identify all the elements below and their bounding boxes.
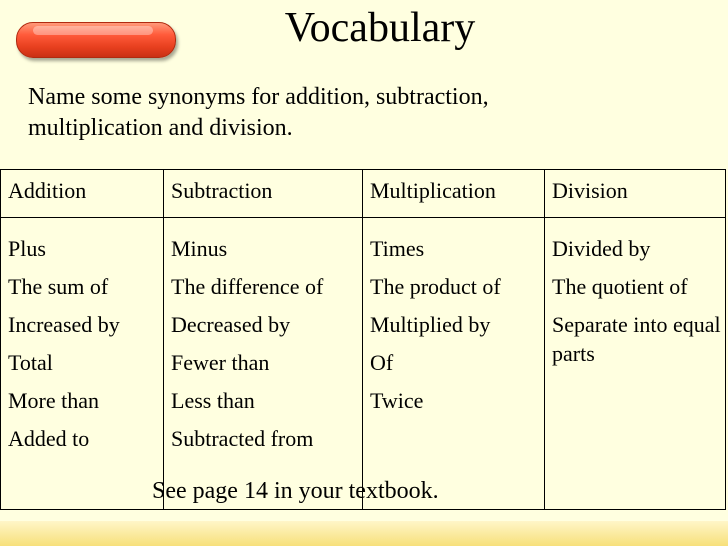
division-cell: [545, 218, 726, 510]
division-word: Divided by: [552, 236, 651, 261]
multiplication-word: The product of: [370, 274, 501, 299]
multiplication-word: Of: [370, 350, 394, 375]
table-body-row: [1, 218, 726, 510]
multiplication-word: Times: [370, 236, 425, 261]
header-division: Division: [545, 170, 726, 218]
header-subtraction: Subtraction: [164, 170, 363, 218]
textbook-note: See page 14 in your textbook.: [152, 478, 439, 504]
multiplication-cell: [363, 218, 545, 510]
prompt-text: [28, 82, 648, 144]
subtraction-word: Fewer than: [171, 350, 270, 375]
division-word: The quotient of: [552, 274, 688, 299]
addition-word: Added to: [8, 426, 90, 451]
pill-highlight: [33, 26, 153, 35]
addition-word: More than: [8, 388, 100, 413]
addition-word: Plus: [8, 236, 46, 261]
subtraction-cell: [164, 218, 363, 510]
multiplication-word: Twice: [370, 388, 424, 413]
table-header-row: [1, 170, 726, 218]
addition-word: Increased by: [8, 312, 120, 337]
header-addition: Addition: [1, 170, 164, 218]
addition-word: Total: [8, 350, 53, 375]
division-word: Separate into equal parts: [552, 312, 721, 366]
decorative-pill-shape: [16, 22, 176, 58]
addition-word: The sum of: [8, 274, 109, 299]
multiplication-word: Multiplied by: [370, 312, 491, 337]
addition-cell: [1, 218, 164, 510]
header-multiplication: Multiplication: [363, 170, 545, 218]
slide-title: Vocabulary: [284, 5, 476, 51]
prompt-line-2: multiplication and division.: [28, 115, 293, 141]
prompt-line-1: Name some synonyms for addition, subtraction,: [28, 84, 489, 110]
bottom-decorative-bar: [0, 521, 728, 546]
subtraction-word: Minus: [171, 236, 228, 261]
subtraction-word: Decreased by: [171, 312, 291, 337]
vocabulary-table: [0, 169, 726, 510]
subtraction-word: The difference of: [171, 274, 324, 299]
subtraction-word: Less than: [171, 388, 255, 413]
subtraction-word: Subtracted from: [171, 426, 314, 451]
